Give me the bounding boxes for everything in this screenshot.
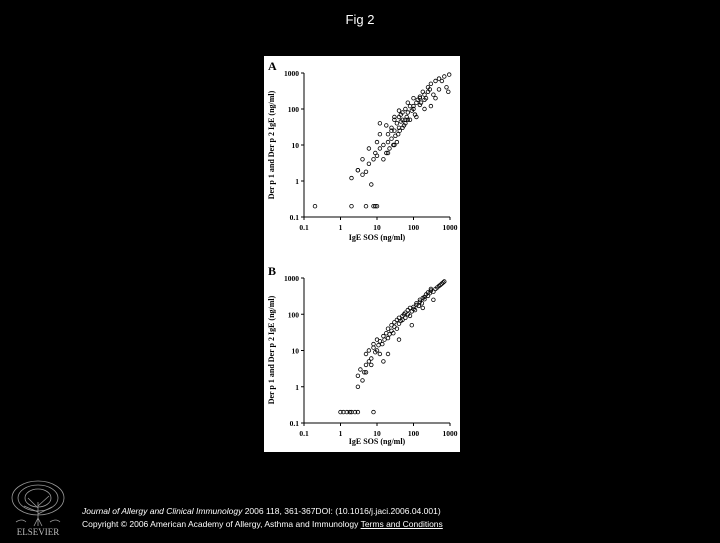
y-tick-label: 1 bbox=[295, 382, 299, 392]
copyright-text: Copyright © 2006 American Academy of Allergy, Asthma and Immunology bbox=[82, 519, 361, 529]
data-point bbox=[367, 349, 371, 353]
citation-footer bbox=[82, 505, 443, 531]
data-point bbox=[396, 132, 400, 136]
data-point bbox=[406, 101, 410, 105]
y-tick-label: 100 bbox=[287, 310, 299, 320]
data-point bbox=[447, 90, 451, 94]
data-point bbox=[408, 104, 412, 108]
x-tick-label: 1 bbox=[338, 429, 343, 438]
y-axis-label: Der p 1 and Der p 2 IgE (ng/ml) bbox=[267, 90, 276, 200]
y-tick-label: 10 bbox=[291, 346, 299, 356]
data-point bbox=[437, 88, 441, 92]
data-point bbox=[367, 147, 371, 151]
data-point bbox=[361, 158, 365, 162]
x-tick-label: 100 bbox=[407, 223, 420, 232]
data-point bbox=[385, 124, 389, 128]
data-point bbox=[434, 96, 438, 100]
journal-name: Journal of Allergy and Clinical Immunology bbox=[82, 506, 243, 516]
data-point bbox=[382, 158, 386, 162]
y-tick-label: 1 bbox=[295, 177, 299, 186]
data-point bbox=[375, 140, 379, 144]
figure-svg bbox=[264, 56, 460, 452]
panel-a bbox=[267, 59, 458, 242]
data-point bbox=[440, 79, 444, 83]
y-tick-label: 0.1 bbox=[289, 213, 299, 222]
data-point bbox=[434, 79, 438, 83]
data-point bbox=[404, 107, 408, 111]
data-point bbox=[361, 379, 365, 383]
data-point bbox=[390, 137, 394, 141]
data-point bbox=[395, 327, 399, 331]
data-point bbox=[370, 363, 374, 367]
elsevier-tree-icon bbox=[4, 478, 72, 538]
y-tick-label: 100 bbox=[287, 105, 299, 114]
x-tick-label: 1 bbox=[338, 223, 343, 232]
data-point bbox=[364, 204, 368, 208]
data-point bbox=[372, 158, 376, 162]
y-tick-label: 1000 bbox=[284, 274, 299, 283]
panel-label: A bbox=[268, 59, 277, 73]
data-point bbox=[350, 204, 354, 208]
data-point bbox=[364, 363, 368, 367]
data-point bbox=[383, 338, 387, 342]
terms-link[interactable]: Terms and Conditions bbox=[360, 519, 443, 529]
data-point bbox=[386, 132, 390, 136]
data-point bbox=[375, 154, 379, 158]
y-tick-label: 10 bbox=[291, 141, 299, 150]
data-point bbox=[382, 334, 386, 338]
data-point bbox=[313, 204, 317, 208]
data-point bbox=[404, 316, 408, 320]
data-point bbox=[356, 168, 360, 172]
x-axis-label: IgE SOS (ng/ml) bbox=[348, 233, 406, 242]
data-point bbox=[382, 143, 386, 147]
data-point bbox=[386, 336, 390, 340]
citation-line bbox=[82, 505, 443, 518]
panel-label: B bbox=[268, 264, 277, 278]
data-point bbox=[432, 298, 436, 302]
data-point bbox=[356, 385, 360, 389]
figure-panel bbox=[264, 56, 460, 452]
data-point bbox=[386, 352, 390, 356]
data-point bbox=[397, 109, 401, 113]
data-point bbox=[361, 173, 365, 177]
y-tick-label: 0.1 bbox=[289, 419, 299, 428]
x-tick-label: 100 bbox=[407, 429, 420, 438]
data-point bbox=[406, 308, 410, 312]
data-point bbox=[370, 357, 374, 361]
data-point bbox=[395, 318, 399, 322]
data-point bbox=[367, 162, 371, 166]
data-point bbox=[406, 111, 410, 115]
data-point bbox=[372, 346, 376, 350]
data-point bbox=[359, 368, 363, 372]
data-point bbox=[370, 183, 374, 187]
x-tick-label: 0.1 bbox=[299, 429, 309, 438]
data-point bbox=[388, 333, 392, 337]
data-point bbox=[386, 327, 390, 331]
data-point bbox=[429, 104, 433, 108]
data-point bbox=[432, 93, 436, 97]
publisher-logo-text: ELSEVIER bbox=[16, 527, 60, 537]
elsevier-logo bbox=[4, 478, 72, 538]
data-point bbox=[378, 352, 382, 356]
figure-title: Fig 2 bbox=[345, 12, 375, 27]
data-point bbox=[443, 75, 447, 79]
x-tick-label: 1000 bbox=[442, 429, 458, 438]
data-point bbox=[381, 342, 385, 346]
x-tick-label: 10 bbox=[373, 429, 381, 438]
data-point bbox=[421, 306, 425, 310]
data-point bbox=[393, 325, 397, 329]
x-tick-label: 10 bbox=[373, 223, 381, 232]
panel-b bbox=[267, 264, 458, 446]
x-axis-label: IgE SOS (ng/ml) bbox=[348, 437, 406, 446]
data-point bbox=[377, 343, 381, 347]
data-point bbox=[364, 170, 368, 174]
data-point bbox=[378, 122, 382, 126]
data-point bbox=[378, 132, 382, 136]
data-point bbox=[356, 374, 360, 378]
data-point bbox=[372, 410, 376, 414]
data-point bbox=[386, 140, 390, 144]
data-point bbox=[382, 360, 386, 364]
data-point bbox=[388, 147, 392, 151]
data-point bbox=[378, 147, 382, 151]
data-point bbox=[408, 306, 412, 310]
data-point bbox=[445, 86, 449, 90]
data-point bbox=[395, 122, 399, 126]
data-point bbox=[423, 93, 427, 97]
data-point bbox=[350, 176, 354, 180]
citation-details: 2006 118, 361-367DOI: (10.1016/j.jaci.2006.04.001) bbox=[242, 506, 441, 516]
x-tick-label: 1000 bbox=[442, 223, 458, 232]
data-point bbox=[447, 73, 451, 77]
data-point bbox=[429, 82, 433, 86]
x-tick-label: 0.1 bbox=[299, 223, 309, 232]
copyright-line bbox=[82, 518, 443, 531]
data-point bbox=[372, 342, 376, 346]
data-point bbox=[364, 352, 368, 356]
data-point bbox=[423, 107, 427, 111]
y-tick-label: 1000 bbox=[284, 69, 299, 78]
data-point bbox=[410, 323, 414, 327]
y-axis-label: Der p 1 and Der p 2 IgE (ng/ml) bbox=[267, 295, 276, 405]
data-point bbox=[412, 96, 416, 100]
data-point bbox=[397, 338, 401, 342]
